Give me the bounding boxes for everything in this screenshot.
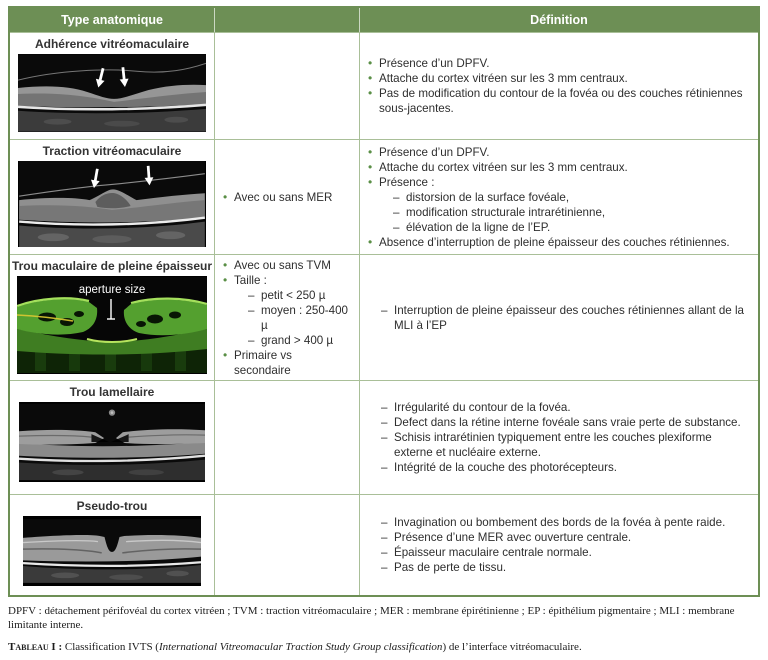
dash-marker: – bbox=[381, 416, 388, 429]
list-item: – petit < 250 µ bbox=[248, 288, 326, 302]
dash-marker: – bbox=[248, 303, 255, 317]
table-caption bbox=[8, 641, 760, 653]
dash-marker: – bbox=[381, 531, 388, 544]
list-item: – Invagination ou bombement des bords de la fovéa à pente raide. bbox=[381, 516, 726, 529]
bullet-marker: • bbox=[223, 189, 228, 204]
dash-marker: – bbox=[393, 220, 400, 234]
list-item: – moyen : 250-400 µ bbox=[248, 303, 349, 332]
list-item: – Épaisseur maculaire centrale normale. bbox=[381, 546, 592, 559]
row-title: Traction vitréomaculaire bbox=[42, 144, 182, 158]
row-adherence-type-cell bbox=[10, 32, 215, 139]
list-item: – modification structurale intrarétinienne, bbox=[393, 205, 606, 219]
dash-marker: – bbox=[393, 205, 400, 219]
list-item: – élévation de la ligne de l’EP. bbox=[393, 220, 551, 234]
bullet-marker: • bbox=[368, 71, 373, 85]
row-title: Pseudo-trou bbox=[76, 499, 148, 513]
header-type-anatomique: Type anatomique bbox=[10, 8, 215, 32]
oct-image-adherence bbox=[18, 54, 206, 132]
list-item: – Interruption de pleine épaisseur des couches rétiniennes allant de la MLI à l’EP bbox=[381, 303, 744, 332]
left-retina-flap bbox=[17, 299, 97, 334]
document-page bbox=[8, 0, 760, 653]
list-item: • Présence d’un DPFV. bbox=[368, 56, 490, 70]
list-item: • Avec ou sans TVM bbox=[223, 257, 331, 272]
list-item: • Primaire vs secondaire bbox=[223, 347, 292, 377]
list-item: – Intégrité de la couche des photorécepteurs. bbox=[381, 461, 618, 474]
list-item: – Présence d’une MER avec ouverture centrale. bbox=[381, 531, 632, 544]
dash-marker: – bbox=[381, 516, 388, 529]
bullet-marker: • bbox=[223, 272, 228, 287]
list-item: – Defect dans la rétine interne fovéale sans vraie perte de substance. bbox=[381, 416, 741, 429]
list-item: • Absence d’interruption de pleine épaisseur des couches rétiniennes. bbox=[368, 234, 730, 249]
dash-marker: – bbox=[381, 401, 388, 414]
list-item: – distorsion de la surface fovéale, bbox=[393, 190, 570, 204]
ivts-classification-table bbox=[8, 6, 760, 597]
row-trou-lamellaire-definition-cell bbox=[360, 380, 758, 494]
dash-marker: – bbox=[381, 546, 388, 559]
bullet-marker: • bbox=[368, 56, 373, 70]
list-item: • Présence : bbox=[368, 174, 435, 189]
caption-post: ) de l’interface vitréomaculaire. bbox=[442, 641, 582, 653]
list-item: • Pas de modification du contour de la fovéa ou des couches rétiniennes sous-jacentes. bbox=[368, 86, 743, 115]
dash-marker: – bbox=[393, 190, 400, 204]
dash-marker: – bbox=[381, 561, 388, 574]
oct-image-pseudo-trou bbox=[23, 516, 201, 586]
row-title: Adhérence vitréomaculaire bbox=[34, 37, 190, 51]
row-traction-type-cell bbox=[10, 139, 215, 254]
row-trou-lamellaire-type-cell bbox=[10, 380, 215, 494]
oct-image-trou-maculaire bbox=[17, 276, 207, 374]
header-middle-empty bbox=[215, 8, 360, 32]
row-trou-maculaire-definition-cell bbox=[360, 254, 758, 380]
row-trou-maculaire-middle-cell bbox=[215, 254, 360, 380]
list-item: • Taille : bbox=[223, 272, 267, 287]
bullet-marker: • bbox=[223, 257, 228, 272]
bullet-marker: • bbox=[223, 347, 228, 362]
abbreviations-footnote: DPFV : détachement périfovéal du cortex vitréen ; TVM : traction vitréomaculaire ; MER : membrane épirétinienne ; EP : épithélium pigmentaire ; MLI : membrane limitante interne. bbox=[8, 605, 735, 631]
list-item: – Irrégularité du contour de la fovéa. bbox=[381, 401, 571, 414]
oct-image-trou-lamellaire bbox=[19, 402, 205, 482]
bullet-marker: • bbox=[368, 234, 373, 249]
list-item: • Avec ou sans MER bbox=[223, 189, 333, 204]
header-definition: Définition bbox=[360, 8, 758, 32]
bullet-marker: • bbox=[368, 86, 373, 100]
list-item: • Attache du cortex vitréen sur les 3 mm centraux. bbox=[368, 159, 628, 174]
dash-marker: – bbox=[381, 431, 388, 444]
row-title: Trou maculaire de pleine épaisseur bbox=[11, 259, 213, 273]
list-item: – Pas de perte de tissu. bbox=[381, 561, 507, 574]
list-item: – grand > 400 µ bbox=[248, 333, 334, 347]
bullet-marker: • bbox=[368, 159, 373, 174]
caption-pre: Classification IVTS ( bbox=[62, 641, 159, 653]
list-item: • Attache du cortex vitréen sur les 3 mm centraux. bbox=[368, 71, 628, 85]
caption-label: Tableau I : bbox=[8, 641, 63, 653]
dash-marker: – bbox=[381, 303, 388, 317]
row-traction-definition-cell bbox=[360, 139, 758, 254]
row-traction-middle-cell bbox=[215, 139, 360, 254]
row-title: Trou lamellaire bbox=[69, 385, 155, 399]
oct-image-traction bbox=[18, 161, 206, 247]
right-retina-flap bbox=[124, 300, 207, 336]
row-pseudo-trou-middle-cell bbox=[215, 494, 360, 595]
row-adherence-middle-cell bbox=[215, 32, 360, 139]
bullet-marker: • bbox=[368, 144, 373, 159]
row-pseudo-trou-type-cell bbox=[10, 494, 215, 595]
row-adherence-definition-cell bbox=[360, 32, 758, 139]
caption-italic: International Vitreomacular Traction Study Group classification bbox=[158, 641, 443, 653]
row-pseudo-trou-definition-cell bbox=[360, 494, 758, 595]
row-trou-lamellaire-middle-cell bbox=[215, 380, 360, 494]
list-item: • Présence d’un DPFV. bbox=[368, 144, 490, 159]
row-trou-maculaire-type-cell bbox=[10, 254, 215, 380]
dash-marker: – bbox=[248, 333, 255, 347]
list-item: – Schisis intrarétinien typiquement entre les couches plexiforme externe et nucléaire externe. bbox=[381, 431, 712, 459]
aperture-size-label: aperture size bbox=[78, 284, 146, 296]
dash-marker: – bbox=[248, 288, 255, 302]
bullet-marker: • bbox=[368, 174, 373, 189]
dash-marker: – bbox=[381, 461, 388, 474]
